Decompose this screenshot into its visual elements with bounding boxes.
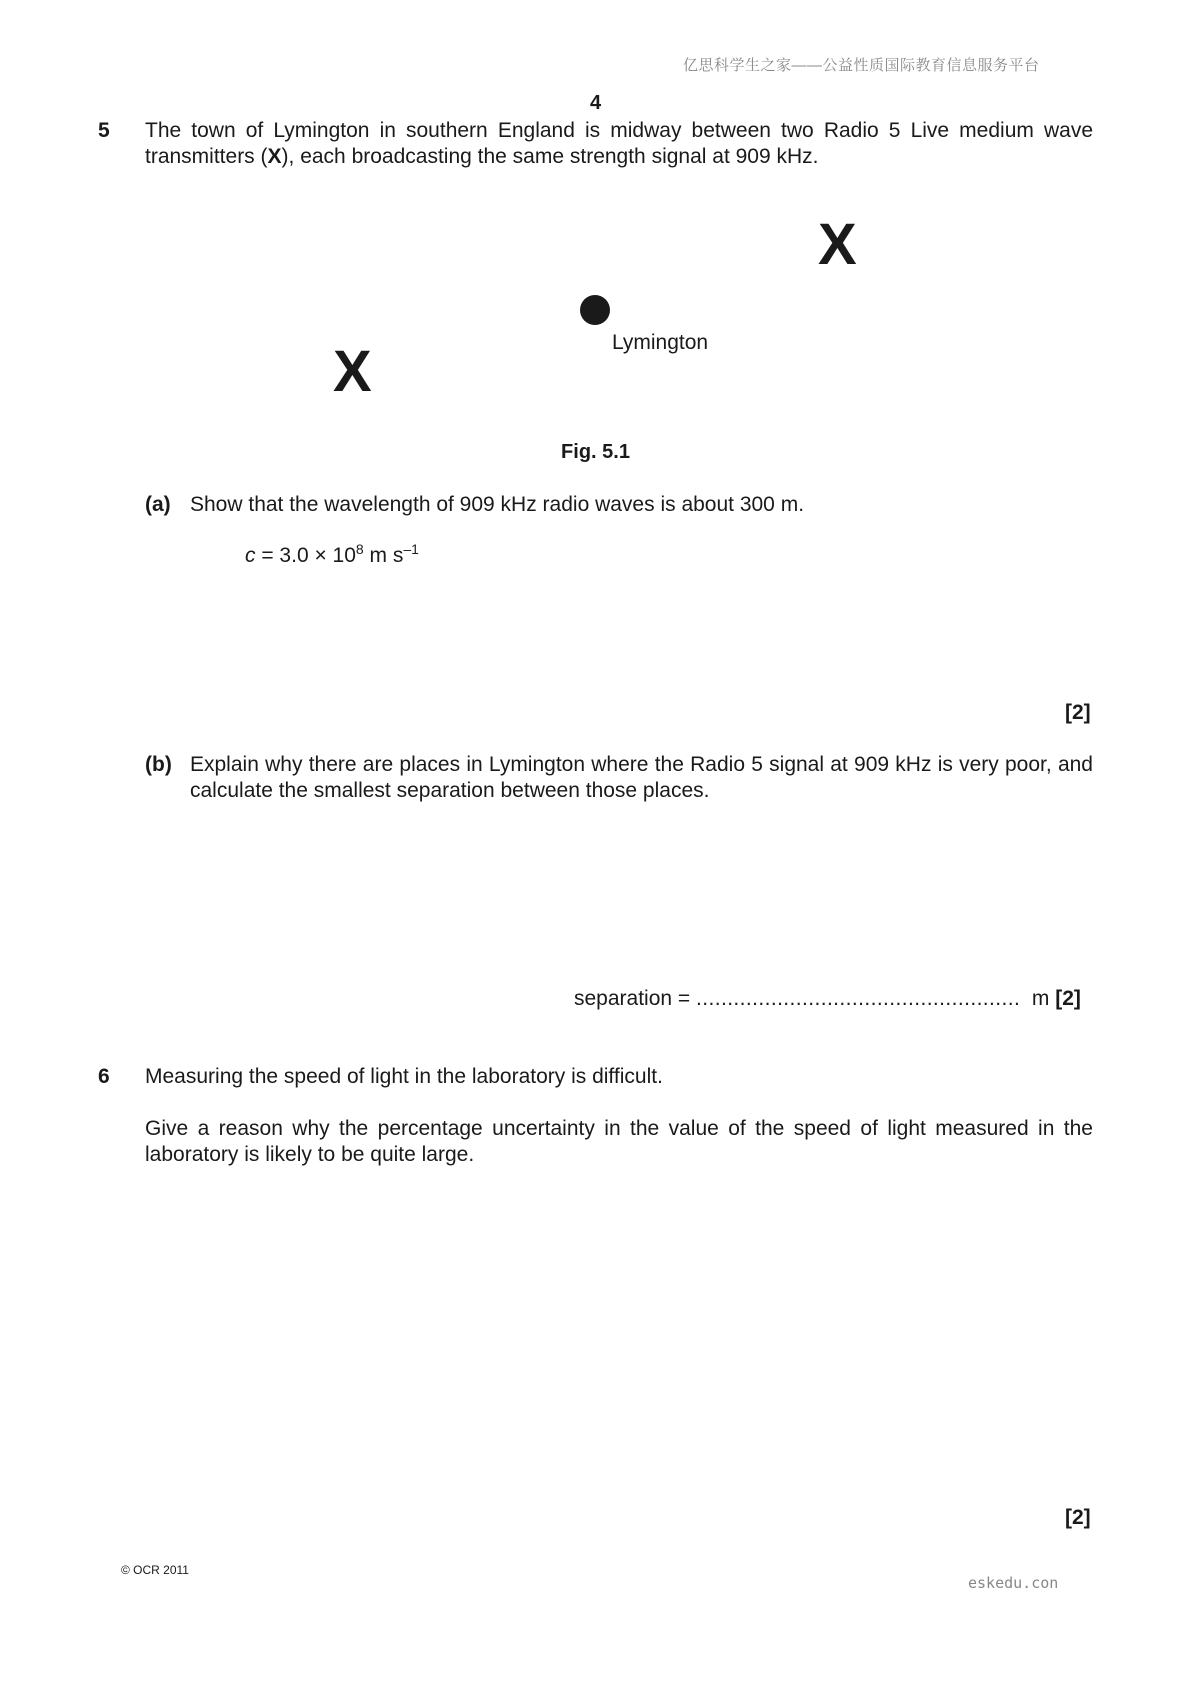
- footer-site: eskedu.con: [968, 1574, 1059, 1592]
- given-pre: = 3.0 × 10: [255, 544, 356, 567]
- part-b-text: Explain why there are places in Lymington where the Radio 5 signal at 909 kHz is very poor, and calculate the smallest separation between those places.: [190, 753, 1093, 802]
- question-6-marks: [2]: [1065, 1506, 1091, 1529]
- page-number: 4: [589, 92, 602, 114]
- given-speed-of-light: [245, 543, 419, 569]
- separation-label: separation =: [574, 987, 697, 1010]
- transmitter-x-right: X: [818, 212, 857, 277]
- answer-dots: ....................................................: [696, 987, 1021, 1010]
- separation-answer-line: [574, 986, 1081, 1012]
- question-6-line2: Give a reason why the percentage uncertainty in the value of the speed of light measured in the laboratory is likely to be quite large.: [145, 1117, 1093, 1166]
- given-unit-exp: –1: [403, 541, 419, 557]
- q5-stem-part1: The town of Lymington in southern England is midway between two Radio 5 Live medium wave transmitters (: [145, 119, 1093, 168]
- lymington-dot: [580, 295, 610, 325]
- part-a-label: (a): [145, 493, 171, 516]
- question-5-number: 5: [98, 119, 110, 142]
- part-a-marks: [2]: [1065, 701, 1091, 724]
- part-b-marks: [2]: [1055, 987, 1081, 1010]
- answer-unit: m: [1031, 987, 1050, 1010]
- q5-stem-part2: ), each broadcasting the same strength signal at 909 kHz.: [281, 145, 819, 168]
- question-6-line1: Measuring the speed of light in the laboratory is difficult.: [145, 1065, 663, 1088]
- given-var: c: [245, 544, 256, 567]
- q5-stem-x: X: [267, 145, 282, 168]
- header-watermark: 亿思科学生之家——公益性质国际教育信息服务平台: [683, 57, 1040, 74]
- copyright: © OCR 2011: [121, 1563, 189, 1577]
- given-unit: m s: [363, 544, 404, 567]
- part-b-label: (b): [145, 753, 172, 776]
- lymington-label: Lymington: [612, 331, 709, 354]
- figure-caption: Fig. 5.1: [561, 441, 630, 463]
- part-a-text: Show that the wavelength of 909 kHz radio waves is about 300 m.: [190, 493, 805, 516]
- question-6-number: 6: [98, 1065, 110, 1088]
- transmitter-x-left: X: [333, 339, 372, 404]
- question-5-stem: [145, 118, 1093, 170]
- given-exp: 8: [355, 541, 364, 557]
